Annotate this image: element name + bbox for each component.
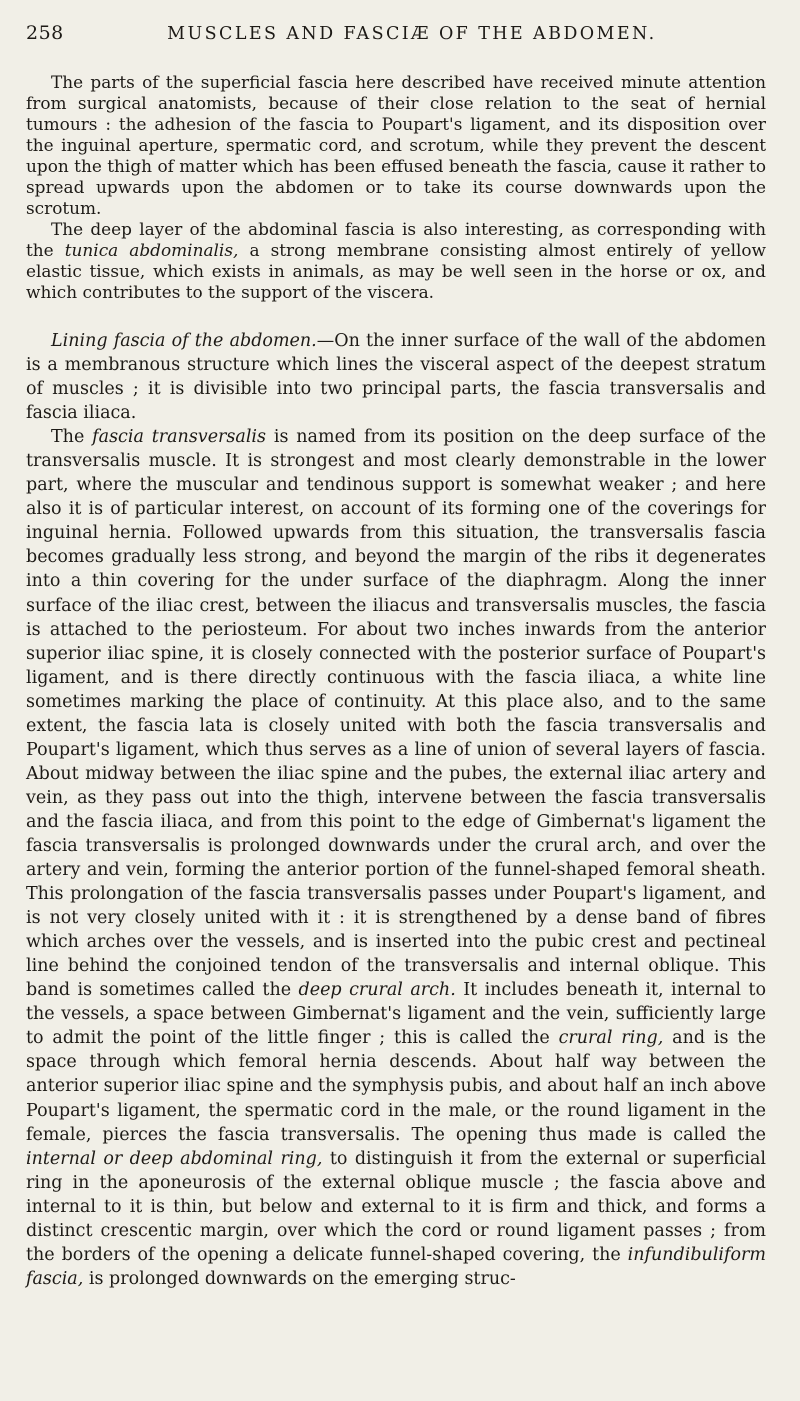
paragraph-text: is named from its position on the deep surface of the transversalis muscle. It is strongest and most clearly demonstrable in the lower part, where the muscular and tendinous support is somewhat weaker ; and here also it is of particular interest, on account of its forming one of the coverings for inguinal hernia. Followed upwards from this situation, the transversalis fascia becomes gradually less strong, and beyond the margin of the ribs it degenerates into a thin covering for the under surface of the diaphragm. Along the inner surface of the iliac crest, between the iliacus and transversalis muscles, the fascia is attached to the periosteum. For about two inches inwards from the anterior superior iliac spine, it is closely connected with the posterior surface of Poupart's ligament, and is there directly continuous with the fascia iliaca, a white line sometimes marking the place of continuity. At this place also, and to the same extent, the fascia lata is closely united with both the fascia transversalis and Poupart's ligament, which thus serves as a line of union of several layers of fascia. About midway between the iliac spine and the pubes, the external iliac artery and vein, as they pass out into the thigh, intervene between the fascia transversalis and the fascia iliaca, and from this point to the edge of Gimbernat's ligament the fascia transversalis is prolonged downwards under the crural arch, and over the artery and vein, forming the anterior portion of the funnel-shaped femoral sheath. This prolongation of the fascia transversalis passes under Poupart's ligament, and is not very closely united with it : it is strengthened by a dense band of fibres which arches over the vessels, and is inserted into the pubic crest and pectineal line behind the conjoined tendon of the transversalis and internal oblique. This band is sometimes called the [26, 427, 766, 1001]
lining-fascia-section [26, 329, 766, 1291]
paragraph-text: The deep layer of the abdominal fascia is also interesting, as corresponding with the [26, 219, 766, 260]
paragraph-text: is prolonged downwards on the emerging struc- [83, 1268, 516, 1289]
italic-term: infundibuliform fascia, [26, 1244, 766, 1289]
italic-term: internal or deep abdominal ring, [26, 1148, 323, 1169]
italic-term: tunica abdominalis, [64, 240, 239, 260]
paragraph [26, 329, 766, 425]
italic-term: deep crural arch. [298, 980, 456, 1001]
paragraph-text: a strong membrane consisting almost entirely of yellow elastic tissue, which exists in animals, as may be well seen in the horse or ox, and which contributes to the support of the viscera. [26, 240, 767, 302]
italic-term: fascia transversalis [92, 427, 267, 448]
page-number: 258 [26, 22, 64, 44]
paragraph [26, 425, 766, 1291]
running-head: MUSCLES AND FASCIÆ OF THE ABDOMEN. [167, 24, 657, 44]
italic-term: crural ring, [558, 1028, 664, 1049]
page-header [26, 22, 766, 62]
paragraph [26, 72, 766, 219]
paragraph-text: The parts of the superficial fascia here described have received minute attention from surgical anatomists, because of their close relation to the seat of hernial tumours : the adhesion of the fascia to Poupart's ligament, and its disposition over the inguinal aperture, spermatic cord, and scrotum, while they prevent the descent upon the thigh of matter which has been effused beneath the fascia, cause it rather to spread upwards upon the abdomen or to take its course downwards upon the scrotum. [26, 72, 766, 218]
paragraph-text: —On the inner surface of the wall of the abdomen is a membranous structure which lines the visceral aspect of the deepest stratum of muscles ; it is divisible into two principal parts, the fascia transversalis and fascia iliaca. [26, 331, 766, 424]
paragraph-text: to distinguish it from the external or superficial ring in the aponeurosis of the external oblique muscle ; the fascia above and internal to it is thin, but below and external to it is firm and thick, and forms a distinct crescentic margin, over which the cord or round ligament passes ; from the borders of the opening a delicate funnel-shaped covering, the [26, 1148, 767, 1265]
section-heading: Lining fascia of the abdomen. [51, 331, 317, 351]
superficial-fascia-section [26, 72, 766, 303]
paragraph-text: The [51, 427, 93, 448]
paragraph-text: and is the space through which femoral hernia descends. About half way between the anterior superior iliac spine and the symphysis pubis, and about half an inch above Poupart's ligament, the spermatic cord in the male, or the round ligament in the female, pierces the fascia transversalis. The opening thus made is called the [26, 1028, 766, 1145]
paragraph-text: It includes beneath it, internal to the vessels, a space between Gimbernat's ligament and the vein, sufficiently large to admit the point of the little finger ; this is called the [26, 980, 766, 1049]
paragraph [26, 219, 766, 303]
